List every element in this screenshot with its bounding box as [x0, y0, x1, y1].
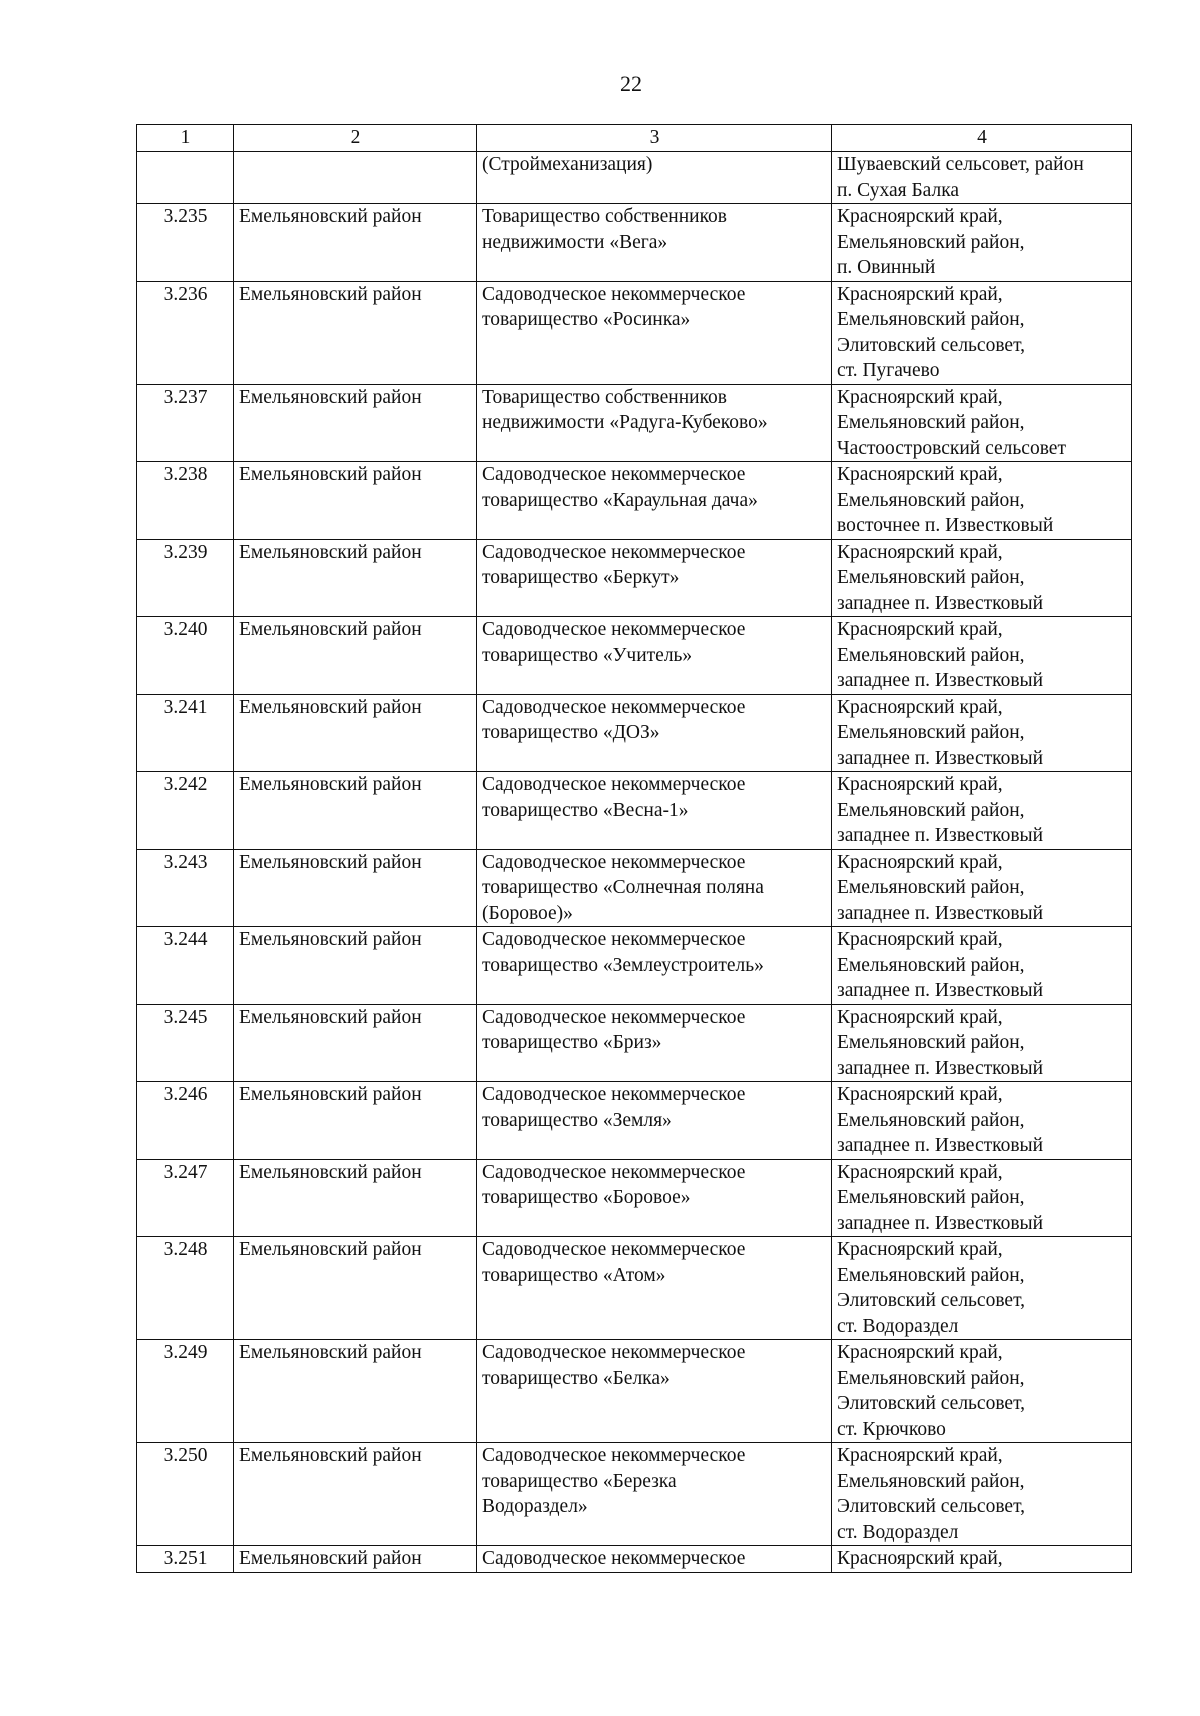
table-row: [137, 927, 1132, 1005]
district-cell: Емельяновский район: [234, 849, 477, 927]
district-cell: Емельяновский район: [234, 694, 477, 772]
row-number-cell: 3.251: [137, 1546, 234, 1573]
table-row: [137, 1237, 1132, 1340]
organization-name-cell: Садоводческое некоммерческое товарищество «Бриз»: [477, 1004, 832, 1082]
registry-table: [136, 124, 1132, 1573]
header-cell-3: 3: [477, 125, 832, 152]
district-cell: Емельяновский район: [234, 1340, 477, 1443]
district-cell: Емельяновский район: [234, 1546, 477, 1573]
row-number-cell: 3.240: [137, 617, 234, 695]
row-number-cell: 3.244: [137, 927, 234, 1005]
address-cell: Красноярский край, Емельяновский район, западнее п. Известковый: [832, 772, 1132, 850]
district-cell: Емельяновский район: [234, 539, 477, 617]
district-cell: Емельяновский район: [234, 1443, 477, 1546]
address-cell: Красноярский край, Емельяновский район, Элитовский сельсовет, ст. Пугачево: [832, 281, 1132, 384]
district-cell: Емельяновский район: [234, 772, 477, 850]
organization-name-cell: Садоводческое некоммерческое товарищество «Учитель»: [477, 617, 832, 695]
district-cell: Емельяновский район: [234, 281, 477, 384]
header-cell-1: 1: [137, 125, 234, 152]
address-cell: Красноярский край, Емельяновский район, Элитовский сельсовет, ст. Крючково: [832, 1340, 1132, 1443]
district-cell: Емельяновский район: [234, 927, 477, 1005]
table-row: [137, 281, 1132, 384]
organization-name-cell: Товарищество собственников недвижимости «Радуга-Кубеково»: [477, 384, 832, 462]
row-number-cell: 3.249: [137, 1340, 234, 1443]
table-row: [137, 539, 1132, 617]
organization-name-cell: Садоводческое некоммерческое товарищество «Караульная дача»: [477, 462, 832, 540]
district-cell: Емельяновский район: [234, 462, 477, 540]
row-number-cell: 3.238: [137, 462, 234, 540]
table-row: [137, 1082, 1132, 1160]
row-number-cell: 3.241: [137, 694, 234, 772]
table-row: [137, 1443, 1132, 1546]
table-row: [137, 617, 1132, 695]
page-number: 22: [620, 71, 642, 96]
row-number-cell: 3.237: [137, 384, 234, 462]
address-cell: Красноярский край, Емельяновский район, западнее п. Известковый: [832, 1159, 1132, 1237]
table-row: [137, 772, 1132, 850]
organization-name-cell: Садоводческое некоммерческое товарищество «Березка Водораздел»: [477, 1443, 832, 1546]
header-cell-2: 2: [234, 125, 477, 152]
organization-name-cell: Садоводческое некоммерческое товарищество «Беркут»: [477, 539, 832, 617]
row-number-cell: 3.239: [137, 539, 234, 617]
table-row: [137, 462, 1132, 540]
row-number-cell: [137, 152, 234, 204]
district-cell: [234, 152, 477, 204]
organization-name-cell: Товарищество собственников недвижимости «Вега»: [477, 204, 832, 282]
district-cell: Емельяновский район: [234, 384, 477, 462]
address-cell: Красноярский край, Емельяновский район, п. Овинный: [832, 204, 1132, 282]
row-number-cell: 3.246: [137, 1082, 234, 1160]
district-cell: Емельяновский район: [234, 1082, 477, 1160]
table-row: [137, 1340, 1132, 1443]
address-cell: Красноярский край, Емельяновский район, Элитовский сельсовет, ст. Водораздел: [832, 1443, 1132, 1546]
row-number-cell: 3.247: [137, 1159, 234, 1237]
organization-name-cell: Садоводческое некоммерческое товарищество «Боровое»: [477, 1159, 832, 1237]
district-cell: Емельяновский район: [234, 1237, 477, 1340]
organization-name-cell: Садоводческое некоммерческое: [477, 1546, 832, 1573]
address-cell: Шуваевский сельсовет, район п. Сухая Балка: [832, 152, 1132, 204]
district-cell: Емельяновский район: [234, 617, 477, 695]
row-number-cell: 3.243: [137, 849, 234, 927]
address-cell: Красноярский край, Емельяновский район, западнее п. Известковый: [832, 927, 1132, 1005]
address-cell: Красноярский край, Емельяновский район, западнее п. Известковый: [832, 694, 1132, 772]
address-cell: Красноярский край, Емельяновский район, западнее п. Известковый: [832, 539, 1132, 617]
row-number-cell: 3.245: [137, 1004, 234, 1082]
row-number-cell: 3.235: [137, 204, 234, 282]
organization-name-cell: Садоводческое некоммерческое товарищество «Земля»: [477, 1082, 832, 1160]
address-cell: Красноярский край, Емельяновский район, западнее п. Известковый: [832, 1082, 1132, 1160]
address-cell: Красноярский край, Емельяновский район, западнее п. Известковый: [832, 617, 1132, 695]
table-row: [137, 204, 1132, 282]
organization-name-cell: Садоводческое некоммерческое товарищество «Атом»: [477, 1237, 832, 1340]
table-row: [137, 1546, 1132, 1573]
organization-name-cell: Садоводческое некоммерческое товарищество «ДОЗ»: [477, 694, 832, 772]
district-cell: Емельяновский район: [234, 204, 477, 282]
organization-name-cell: Садоводческое некоммерческое товарищество «Солнечная поляна (Боровое)»: [477, 849, 832, 927]
table-row: [137, 152, 1132, 204]
address-cell: Красноярский край, Емельяновский район, западнее п. Известковый: [832, 1004, 1132, 1082]
row-number-cell: 3.248: [137, 1237, 234, 1340]
organization-name-cell: Садоводческое некоммерческое товарищество «Росинка»: [477, 281, 832, 384]
row-number-cell: 3.242: [137, 772, 234, 850]
table-row: [137, 1004, 1132, 1082]
address-cell: Красноярский край, Емельяновский район, западнее п. Известковый: [832, 849, 1132, 927]
organization-name-cell: Садоводческое некоммерческое товарищество «Землеустроитель»: [477, 927, 832, 1005]
district-cell: Емельяновский район: [234, 1159, 477, 1237]
header-row: [137, 125, 1132, 152]
address-cell: Красноярский край, Емельяновский район, восточнее п. Известковый: [832, 462, 1132, 540]
organization-name-cell: (Строймеханизация): [477, 152, 832, 204]
table-row: [137, 1159, 1132, 1237]
address-cell: Красноярский край, Емельяновский район, Частоостровский сельсовет: [832, 384, 1132, 462]
table-row: [137, 849, 1132, 927]
header-cell-4: 4: [832, 125, 1132, 152]
district-cell: Емельяновский район: [234, 1004, 477, 1082]
table-row: [137, 384, 1132, 462]
organization-name-cell: Садоводческое некоммерческое товарищество «Весна-1»: [477, 772, 832, 850]
address-cell: Красноярский край,: [832, 1546, 1132, 1573]
row-number-cell: 3.250: [137, 1443, 234, 1546]
organization-name-cell: Садоводческое некоммерческое товарищество «Белка»: [477, 1340, 832, 1443]
row-number-cell: 3.236: [137, 281, 234, 384]
address-cell: Красноярский край, Емельяновский район, Элитовский сельсовет, ст. Водораздел: [832, 1237, 1132, 1340]
table-row: [137, 694, 1132, 772]
